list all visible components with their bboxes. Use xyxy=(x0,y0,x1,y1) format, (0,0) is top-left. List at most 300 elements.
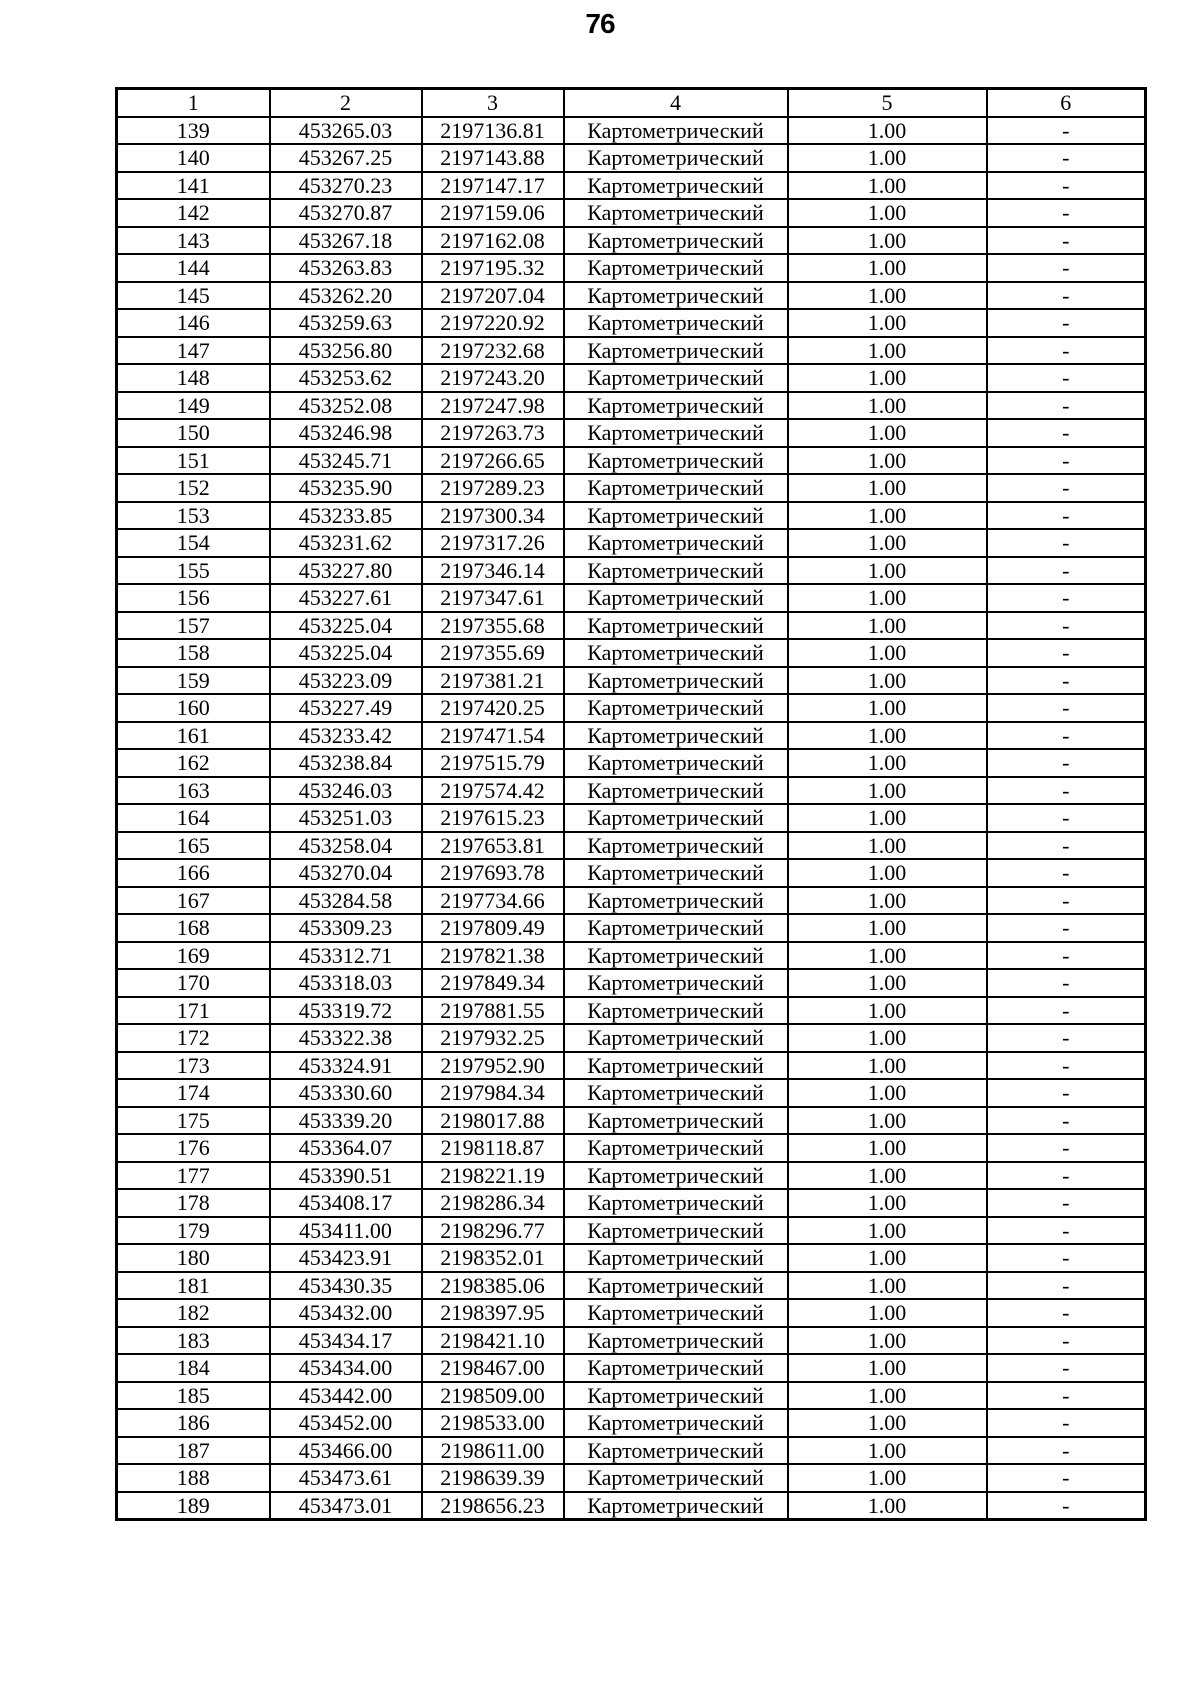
y-coordinate-cell: 2197289.23 xyxy=(422,474,564,502)
point-number-cell: 173 xyxy=(117,1052,270,1080)
accuracy-cell: 1.00 xyxy=(788,447,987,475)
method-cell: Картометрический xyxy=(564,612,788,640)
point-number-cell: 182 xyxy=(117,1299,270,1327)
point-number-cell: 161 xyxy=(117,722,270,750)
x-coordinate-cell: 453434.17 xyxy=(270,1327,422,1355)
accuracy-cell: 1.00 xyxy=(788,1299,987,1327)
point-number-cell: 178 xyxy=(117,1189,270,1217)
point-number-cell: 139 xyxy=(117,117,270,145)
accuracy-cell: 1.00 xyxy=(788,1437,987,1465)
x-coordinate-cell: 453452.00 xyxy=(270,1409,422,1437)
accuracy-cell: 1.00 xyxy=(788,749,987,777)
point-number-cell: 147 xyxy=(117,337,270,365)
y-coordinate-cell: 2198221.19 xyxy=(422,1162,564,1190)
y-coordinate-cell: 2197232.68 xyxy=(422,337,564,365)
method-cell: Картометрический xyxy=(564,1354,788,1382)
description-cell: - xyxy=(987,667,1146,695)
table-row xyxy=(117,777,1146,805)
description-cell: - xyxy=(987,942,1146,970)
x-coordinate-cell: 453246.98 xyxy=(270,419,422,447)
column-header: 3 xyxy=(422,89,564,117)
table-row xyxy=(117,639,1146,667)
method-cell: Картометрический xyxy=(564,419,788,447)
point-number-cell: 159 xyxy=(117,667,270,695)
table-row xyxy=(117,804,1146,832)
description-cell: - xyxy=(987,749,1146,777)
description-cell: - xyxy=(987,474,1146,502)
accuracy-cell: 1.00 xyxy=(788,1492,987,1520)
accuracy-cell: 1.00 xyxy=(788,392,987,420)
accuracy-cell: 1.00 xyxy=(788,1354,987,1382)
description-cell: - xyxy=(987,804,1146,832)
y-coordinate-cell: 2197849.34 xyxy=(422,969,564,997)
description-cell: - xyxy=(987,337,1146,365)
y-coordinate-cell: 2197693.78 xyxy=(422,859,564,887)
table-row xyxy=(117,529,1146,557)
accuracy-cell: 1.00 xyxy=(788,969,987,997)
table-row xyxy=(117,1162,1146,1190)
y-coordinate-cell: 2197821.38 xyxy=(422,942,564,970)
table-row xyxy=(117,337,1146,365)
x-coordinate-cell: 453259.63 xyxy=(270,309,422,337)
y-coordinate-cell: 2197420.25 xyxy=(422,694,564,722)
accuracy-cell: 1.00 xyxy=(788,694,987,722)
x-coordinate-cell: 453267.18 xyxy=(270,227,422,255)
accuracy-cell: 1.00 xyxy=(788,144,987,172)
accuracy-cell: 1.00 xyxy=(788,199,987,227)
x-coordinate-cell: 453246.03 xyxy=(270,777,422,805)
table-row xyxy=(117,1299,1146,1327)
table-row xyxy=(117,1492,1146,1520)
method-cell: Картометрический xyxy=(564,584,788,612)
y-coordinate-cell: 2197355.68 xyxy=(422,612,564,640)
x-coordinate-cell: 453466.00 xyxy=(270,1437,422,1465)
description-cell: - xyxy=(987,254,1146,282)
table-row xyxy=(117,392,1146,420)
point-number-cell: 171 xyxy=(117,997,270,1025)
y-coordinate-cell: 2197515.79 xyxy=(422,749,564,777)
y-coordinate-cell: 2198656.23 xyxy=(422,1492,564,1520)
accuracy-cell: 1.00 xyxy=(788,1217,987,1245)
description-cell: - xyxy=(987,1409,1146,1437)
coordinates-table xyxy=(115,87,1147,1521)
x-coordinate-cell: 453262.20 xyxy=(270,282,422,310)
accuracy-cell: 1.00 xyxy=(788,474,987,502)
method-cell: Картометрический xyxy=(564,1162,788,1190)
x-coordinate-cell: 453227.80 xyxy=(270,557,422,585)
method-cell: Картометрический xyxy=(564,997,788,1025)
y-coordinate-cell: 2197347.61 xyxy=(422,584,564,612)
accuracy-cell: 1.00 xyxy=(788,942,987,970)
table-row xyxy=(117,1464,1146,1492)
x-coordinate-cell: 453319.72 xyxy=(270,997,422,1025)
method-cell: Картометрический xyxy=(564,502,788,530)
point-number-cell: 144 xyxy=(117,254,270,282)
description-cell: - xyxy=(987,639,1146,667)
column-header: 6 xyxy=(987,89,1146,117)
table-row xyxy=(117,144,1146,172)
description-cell: - xyxy=(987,1382,1146,1410)
table-row xyxy=(117,1437,1146,1465)
y-coordinate-cell: 2198017.88 xyxy=(422,1107,564,1135)
table-body xyxy=(117,117,1146,1520)
column-header: 5 xyxy=(788,89,987,117)
method-cell: Картометрический xyxy=(564,722,788,750)
y-coordinate-cell: 2197932.25 xyxy=(422,1024,564,1052)
point-number-cell: 158 xyxy=(117,639,270,667)
point-number-cell: 156 xyxy=(117,584,270,612)
x-coordinate-cell: 453324.91 xyxy=(270,1052,422,1080)
x-coordinate-cell: 453270.23 xyxy=(270,172,422,200)
x-coordinate-cell: 453223.09 xyxy=(270,667,422,695)
method-cell: Картометрический xyxy=(564,859,788,887)
accuracy-cell: 1.00 xyxy=(788,1079,987,1107)
method-cell: Картометрический xyxy=(564,337,788,365)
method-cell: Картометрический xyxy=(564,199,788,227)
point-number-cell: 184 xyxy=(117,1354,270,1382)
method-cell: Картометрический xyxy=(564,942,788,970)
description-cell: - xyxy=(987,557,1146,585)
method-cell: Картометрический xyxy=(564,1299,788,1327)
point-number-cell: 172 xyxy=(117,1024,270,1052)
accuracy-cell: 1.00 xyxy=(788,1107,987,1135)
accuracy-cell: 1.00 xyxy=(788,832,987,860)
accuracy-cell: 1.00 xyxy=(788,117,987,145)
accuracy-cell: 1.00 xyxy=(788,722,987,750)
x-coordinate-cell: 453473.01 xyxy=(270,1492,422,1520)
x-coordinate-cell: 453231.62 xyxy=(270,529,422,557)
point-number-cell: 145 xyxy=(117,282,270,310)
y-coordinate-cell: 2197809.49 xyxy=(422,914,564,942)
description-cell: - xyxy=(987,117,1146,145)
table-row xyxy=(117,1409,1146,1437)
method-cell: Картометрический xyxy=(564,777,788,805)
method-cell: Картометрический xyxy=(564,1189,788,1217)
description-cell: - xyxy=(987,997,1146,1025)
point-number-cell: 140 xyxy=(117,144,270,172)
y-coordinate-cell: 2197195.32 xyxy=(422,254,564,282)
x-coordinate-cell: 453227.49 xyxy=(270,694,422,722)
y-coordinate-cell: 2198611.00 xyxy=(422,1437,564,1465)
x-coordinate-cell: 453432.00 xyxy=(270,1299,422,1327)
point-number-cell: 185 xyxy=(117,1382,270,1410)
table-row xyxy=(117,447,1146,475)
y-coordinate-cell: 2197136.81 xyxy=(422,117,564,145)
y-coordinate-cell: 2198509.00 xyxy=(422,1382,564,1410)
accuracy-cell: 1.00 xyxy=(788,309,987,337)
point-number-cell: 181 xyxy=(117,1272,270,1300)
description-cell: - xyxy=(987,227,1146,255)
accuracy-cell: 1.00 xyxy=(788,1189,987,1217)
table-row xyxy=(117,1052,1146,1080)
x-coordinate-cell: 453245.71 xyxy=(270,447,422,475)
y-coordinate-cell: 2198467.00 xyxy=(422,1354,564,1382)
x-coordinate-cell: 453390.51 xyxy=(270,1162,422,1190)
description-cell: - xyxy=(987,364,1146,392)
point-number-cell: 154 xyxy=(117,529,270,557)
y-coordinate-cell: 2197300.34 xyxy=(422,502,564,530)
method-cell: Картометрический xyxy=(564,309,788,337)
point-number-cell: 164 xyxy=(117,804,270,832)
description-cell: - xyxy=(987,1079,1146,1107)
table-row xyxy=(117,419,1146,447)
method-cell: Картометрический xyxy=(564,639,788,667)
y-coordinate-cell: 2197243.20 xyxy=(422,364,564,392)
x-coordinate-cell: 453233.42 xyxy=(270,722,422,750)
description-cell: - xyxy=(987,1134,1146,1162)
table-row xyxy=(117,117,1146,145)
y-coordinate-cell: 2197159.06 xyxy=(422,199,564,227)
method-cell: Картометрический xyxy=(564,749,788,777)
y-coordinate-cell: 2198286.34 xyxy=(422,1189,564,1217)
table-row xyxy=(117,172,1146,200)
table-row xyxy=(117,612,1146,640)
accuracy-cell: 1.00 xyxy=(788,1409,987,1437)
method-cell: Картометрический xyxy=(564,254,788,282)
accuracy-cell: 1.00 xyxy=(788,1382,987,1410)
y-coordinate-cell: 2197346.14 xyxy=(422,557,564,585)
x-coordinate-cell: 453251.03 xyxy=(270,804,422,832)
point-number-cell: 151 xyxy=(117,447,270,475)
description-cell: - xyxy=(987,1464,1146,1492)
method-cell: Картометрический xyxy=(564,364,788,392)
y-coordinate-cell: 2198397.95 xyxy=(422,1299,564,1327)
accuracy-cell: 1.00 xyxy=(788,1134,987,1162)
x-coordinate-cell: 453434.00 xyxy=(270,1354,422,1382)
x-coordinate-cell: 453309.23 xyxy=(270,914,422,942)
table-row xyxy=(117,942,1146,970)
accuracy-cell: 1.00 xyxy=(788,777,987,805)
table-row xyxy=(117,1217,1146,1245)
description-cell: - xyxy=(987,914,1146,942)
point-number-cell: 174 xyxy=(117,1079,270,1107)
method-cell: Картометрический xyxy=(564,1492,788,1520)
description-cell: - xyxy=(987,309,1146,337)
point-number-cell: 170 xyxy=(117,969,270,997)
method-cell: Картометрический xyxy=(564,1409,788,1437)
table-row xyxy=(117,667,1146,695)
x-coordinate-cell: 453270.04 xyxy=(270,859,422,887)
point-number-cell: 146 xyxy=(117,309,270,337)
point-number-cell: 141 xyxy=(117,172,270,200)
accuracy-cell: 1.00 xyxy=(788,1327,987,1355)
accuracy-cell: 1.00 xyxy=(788,1464,987,1492)
table-row xyxy=(117,364,1146,392)
method-cell: Картометрический xyxy=(564,969,788,997)
description-cell: - xyxy=(987,694,1146,722)
accuracy-cell: 1.00 xyxy=(788,914,987,942)
description-cell: - xyxy=(987,1354,1146,1382)
y-coordinate-cell: 2197984.34 xyxy=(422,1079,564,1107)
method-cell: Картометрический xyxy=(564,1052,788,1080)
accuracy-cell: 1.00 xyxy=(788,859,987,887)
description-cell: - xyxy=(987,584,1146,612)
y-coordinate-cell: 2197263.73 xyxy=(422,419,564,447)
table-row xyxy=(117,557,1146,585)
point-number-cell: 179 xyxy=(117,1217,270,1245)
accuracy-cell: 1.00 xyxy=(788,667,987,695)
x-coordinate-cell: 453312.71 xyxy=(270,942,422,970)
x-coordinate-cell: 453225.04 xyxy=(270,612,422,640)
table-row xyxy=(117,199,1146,227)
y-coordinate-cell: 2198385.06 xyxy=(422,1272,564,1300)
x-coordinate-cell: 453408.17 xyxy=(270,1189,422,1217)
column-header: 1 xyxy=(117,89,270,117)
description-cell: - xyxy=(987,1107,1146,1135)
y-coordinate-cell: 2197471.54 xyxy=(422,722,564,750)
x-coordinate-cell: 453442.00 xyxy=(270,1382,422,1410)
table-row xyxy=(117,969,1146,997)
y-coordinate-cell: 2197653.81 xyxy=(422,832,564,860)
accuracy-cell: 1.00 xyxy=(788,1024,987,1052)
table-row xyxy=(117,1354,1146,1382)
table-row xyxy=(117,227,1146,255)
table-row xyxy=(117,694,1146,722)
table-row xyxy=(117,502,1146,530)
x-coordinate-cell: 453339.20 xyxy=(270,1107,422,1135)
method-cell: Картометрический xyxy=(564,1134,788,1162)
table-row xyxy=(117,1244,1146,1272)
method-cell: Картометрический xyxy=(564,1382,788,1410)
table-row xyxy=(117,1024,1146,1052)
point-number-cell: 162 xyxy=(117,749,270,777)
y-coordinate-cell: 2198639.39 xyxy=(422,1464,564,1492)
y-coordinate-cell: 2197574.42 xyxy=(422,777,564,805)
description-cell: - xyxy=(987,777,1146,805)
point-number-cell: 160 xyxy=(117,694,270,722)
accuracy-cell: 1.00 xyxy=(788,337,987,365)
method-cell: Картометрический xyxy=(564,1024,788,1052)
point-number-cell: 187 xyxy=(117,1437,270,1465)
method-cell: Картометрический xyxy=(564,914,788,942)
description-cell: - xyxy=(987,392,1146,420)
point-number-cell: 183 xyxy=(117,1327,270,1355)
point-number-cell: 177 xyxy=(117,1162,270,1190)
x-coordinate-cell: 453225.04 xyxy=(270,639,422,667)
table-row xyxy=(117,1327,1146,1355)
method-cell: Картометрический xyxy=(564,667,788,695)
method-cell: Картометрический xyxy=(564,529,788,557)
table-row xyxy=(117,832,1146,860)
x-coordinate-cell: 453258.04 xyxy=(270,832,422,860)
point-number-cell: 150 xyxy=(117,419,270,447)
accuracy-cell: 1.00 xyxy=(788,227,987,255)
description-cell: - xyxy=(987,199,1146,227)
table-header-row xyxy=(117,89,1146,117)
x-coordinate-cell: 453411.00 xyxy=(270,1217,422,1245)
table-row xyxy=(117,914,1146,942)
description-cell: - xyxy=(987,1189,1146,1217)
accuracy-cell: 1.00 xyxy=(788,502,987,530)
x-coordinate-cell: 453473.61 xyxy=(270,1464,422,1492)
accuracy-cell: 1.00 xyxy=(788,639,987,667)
method-cell: Картометрический xyxy=(564,144,788,172)
y-coordinate-cell: 2197247.98 xyxy=(422,392,564,420)
x-coordinate-cell: 453423.91 xyxy=(270,1244,422,1272)
description-cell: - xyxy=(987,1024,1146,1052)
table-row xyxy=(117,887,1146,915)
column-header: 4 xyxy=(564,89,788,117)
y-coordinate-cell: 2197207.04 xyxy=(422,282,564,310)
y-coordinate-cell: 2197734.66 xyxy=(422,887,564,915)
y-coordinate-cell: 2197266.65 xyxy=(422,447,564,475)
y-coordinate-cell: 2197381.21 xyxy=(422,667,564,695)
method-cell: Картометрический xyxy=(564,474,788,502)
table-row xyxy=(117,749,1146,777)
description-cell: - xyxy=(987,1052,1146,1080)
table-row xyxy=(117,584,1146,612)
point-number-cell: 180 xyxy=(117,1244,270,1272)
point-number-cell: 163 xyxy=(117,777,270,805)
point-number-cell: 167 xyxy=(117,887,270,915)
table-row xyxy=(117,1079,1146,1107)
y-coordinate-cell: 2198118.87 xyxy=(422,1134,564,1162)
point-number-cell: 143 xyxy=(117,227,270,255)
description-cell: - xyxy=(987,1272,1146,1300)
description-cell: - xyxy=(987,1162,1146,1190)
accuracy-cell: 1.00 xyxy=(788,419,987,447)
y-coordinate-cell: 2197317.26 xyxy=(422,529,564,557)
method-cell: Картометрический xyxy=(564,832,788,860)
method-cell: Картометрический xyxy=(564,282,788,310)
accuracy-cell: 1.00 xyxy=(788,254,987,282)
description-cell: - xyxy=(987,722,1146,750)
x-coordinate-cell: 453265.03 xyxy=(270,117,422,145)
method-cell: Картометрический xyxy=(564,694,788,722)
y-coordinate-cell: 2197143.88 xyxy=(422,144,564,172)
point-number-cell: 153 xyxy=(117,502,270,530)
description-cell: - xyxy=(987,1244,1146,1272)
table-row xyxy=(117,1189,1146,1217)
method-cell: Картометрический xyxy=(564,447,788,475)
point-number-cell: 175 xyxy=(117,1107,270,1135)
point-number-cell: 142 xyxy=(117,199,270,227)
accuracy-cell: 1.00 xyxy=(788,1244,987,1272)
description-cell: - xyxy=(987,282,1146,310)
description-cell: - xyxy=(987,1327,1146,1355)
description-cell: - xyxy=(987,144,1146,172)
accuracy-cell: 1.00 xyxy=(788,1052,987,1080)
description-cell: - xyxy=(987,1217,1146,1245)
point-number-cell: 186 xyxy=(117,1409,270,1437)
table-row xyxy=(117,1382,1146,1410)
y-coordinate-cell: 2197147.17 xyxy=(422,172,564,200)
description-cell: - xyxy=(987,1299,1146,1327)
method-cell: Картометрический xyxy=(564,392,788,420)
point-number-cell: 188 xyxy=(117,1464,270,1492)
accuracy-cell: 1.00 xyxy=(788,529,987,557)
x-coordinate-cell: 453233.85 xyxy=(270,502,422,530)
y-coordinate-cell: 2198352.01 xyxy=(422,1244,564,1272)
y-coordinate-cell: 2197881.55 xyxy=(422,997,564,1025)
accuracy-cell: 1.00 xyxy=(788,804,987,832)
x-coordinate-cell: 453227.61 xyxy=(270,584,422,612)
point-number-cell: 149 xyxy=(117,392,270,420)
y-coordinate-cell: 2198421.10 xyxy=(422,1327,564,1355)
table-row xyxy=(117,859,1146,887)
point-number-cell: 166 xyxy=(117,859,270,887)
column-header: 2 xyxy=(270,89,422,117)
point-number-cell: 152 xyxy=(117,474,270,502)
description-cell: - xyxy=(987,502,1146,530)
x-coordinate-cell: 453256.80 xyxy=(270,337,422,365)
method-cell: Картометрический xyxy=(564,1464,788,1492)
accuracy-cell: 1.00 xyxy=(788,584,987,612)
description-cell: - xyxy=(987,529,1146,557)
accuracy-cell: 1.00 xyxy=(788,1272,987,1300)
method-cell: Картометрический xyxy=(564,227,788,255)
method-cell: Картометрический xyxy=(564,172,788,200)
